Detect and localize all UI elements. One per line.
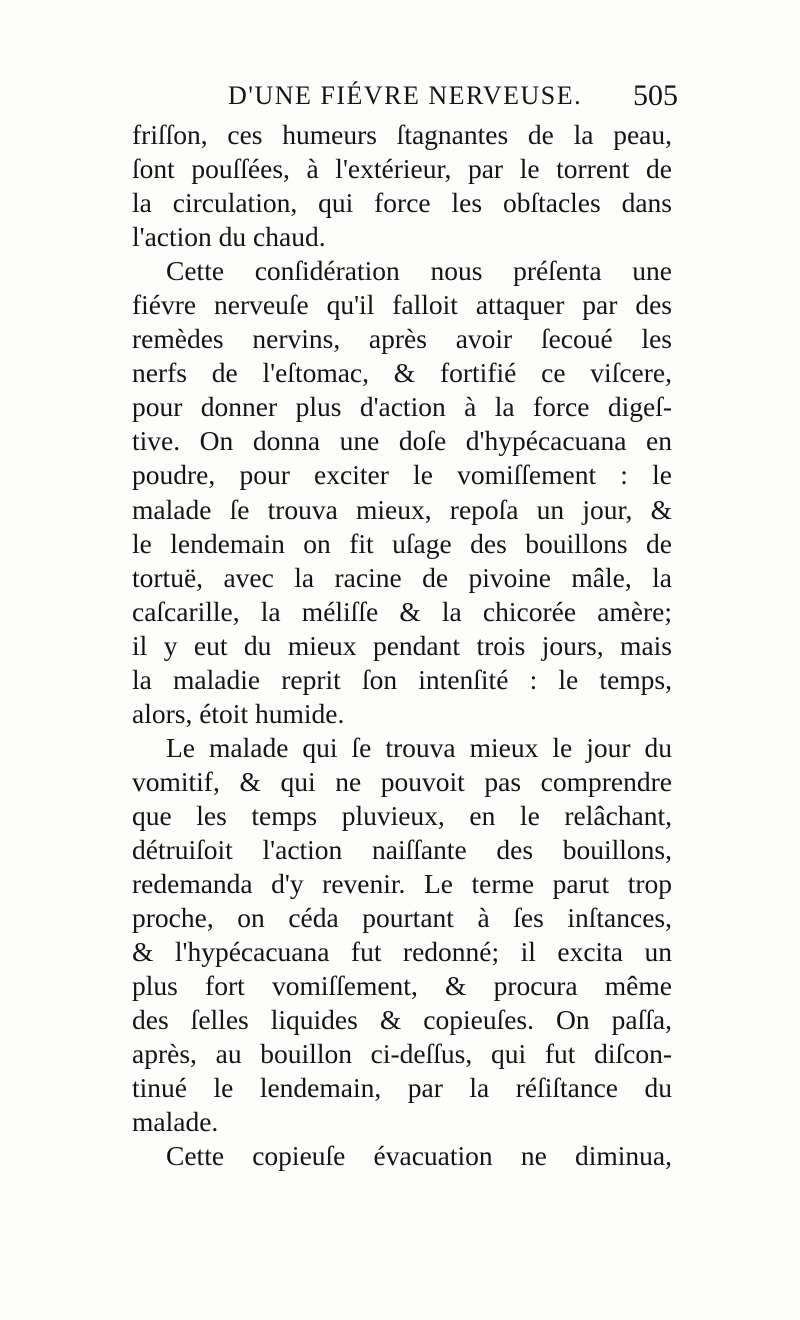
text-line: ſont pouſſées, à l'extérieur, par le torrent de: [132, 153, 672, 185]
running-title: D'UNE FIÉVRE NERVEUSE.: [228, 81, 583, 110]
text-line: alors, étoit humide.: [132, 697, 345, 729]
text-line: pour donner plus d'action à la force digeſ-: [132, 391, 672, 423]
page-number: 505: [633, 79, 678, 112]
text-line: proche, on céda pourtant à ſes inſtances,: [132, 902, 672, 934]
text-line: tortuë, avec la racine de pivoine mâle, la: [132, 561, 672, 593]
text-line: après, au bouillon ci-deſſus, qui fut diſcon-: [132, 1038, 672, 1070]
text-line: & l'hypécacuana fut redonné; il excita un: [132, 936, 672, 968]
page-header: [228, 76, 678, 116]
text-line: Cette copieuſe évacuation ne diminua,: [166, 1140, 672, 1172]
text-line: malade.: [132, 1106, 219, 1138]
text-line: tive. On donna une doſe d'hypécacuana en: [132, 425, 672, 457]
text-line: friſſon, ces humeurs ſtagnantes de la peau,: [132, 119, 672, 150]
text-line: la maladie reprit ſon intenſité : le temps,: [132, 663, 672, 695]
text-line: que les temps pluvieux, en le relâchant,: [132, 799, 672, 831]
text-line: Le malade qui ſe trouva mieux le jour du: [166, 731, 672, 763]
body-text: [132, 118, 672, 1173]
text-line: plus fort vomiſſement, & procura même: [132, 970, 672, 1002]
text-line: il y eut du mieux pendant trois jours, mais: [132, 629, 672, 661]
text-line: tinué le lendemain, par la réſiſtance du: [132, 1072, 672, 1104]
text-line: Cette conſidération nous préſenta une: [166, 255, 672, 287]
text-line: le lendemain on fit uſage des bouillons de: [132, 527, 672, 559]
text-line: poudre, pour exciter le vomiſſement : le: [132, 459, 672, 491]
text-line: des ſelles liquides & copieuſes. On paſſa,: [132, 1004, 672, 1036]
text-line: malade ſe trouva mieux, repoſa un jour, &: [132, 493, 672, 525]
text-line: remèdes nervins, après avoir ſecoué les: [132, 323, 672, 355]
text-line: l'action du chaud.: [132, 221, 326, 253]
text-line: caſcarille, la méliſſe & la chicorée amère;: [132, 595, 672, 627]
text-line: nerfs de l'eſtomac, & fortifié ce viſcere,: [132, 357, 672, 389]
text-line: vomitif, & qui ne pouvoit pas comprendre: [132, 765, 672, 797]
text-line: détruiſoit l'action naiſſante des bouillons,: [132, 833, 672, 865]
text-line: fiévre nerveuſe qu'il falloit attaquer par des: [132, 289, 672, 321]
text-line: la circulation, qui force les obſtacles dans: [132, 187, 672, 219]
text-line: redemanda d'y revenir. Le terme parut trop: [132, 868, 672, 900]
